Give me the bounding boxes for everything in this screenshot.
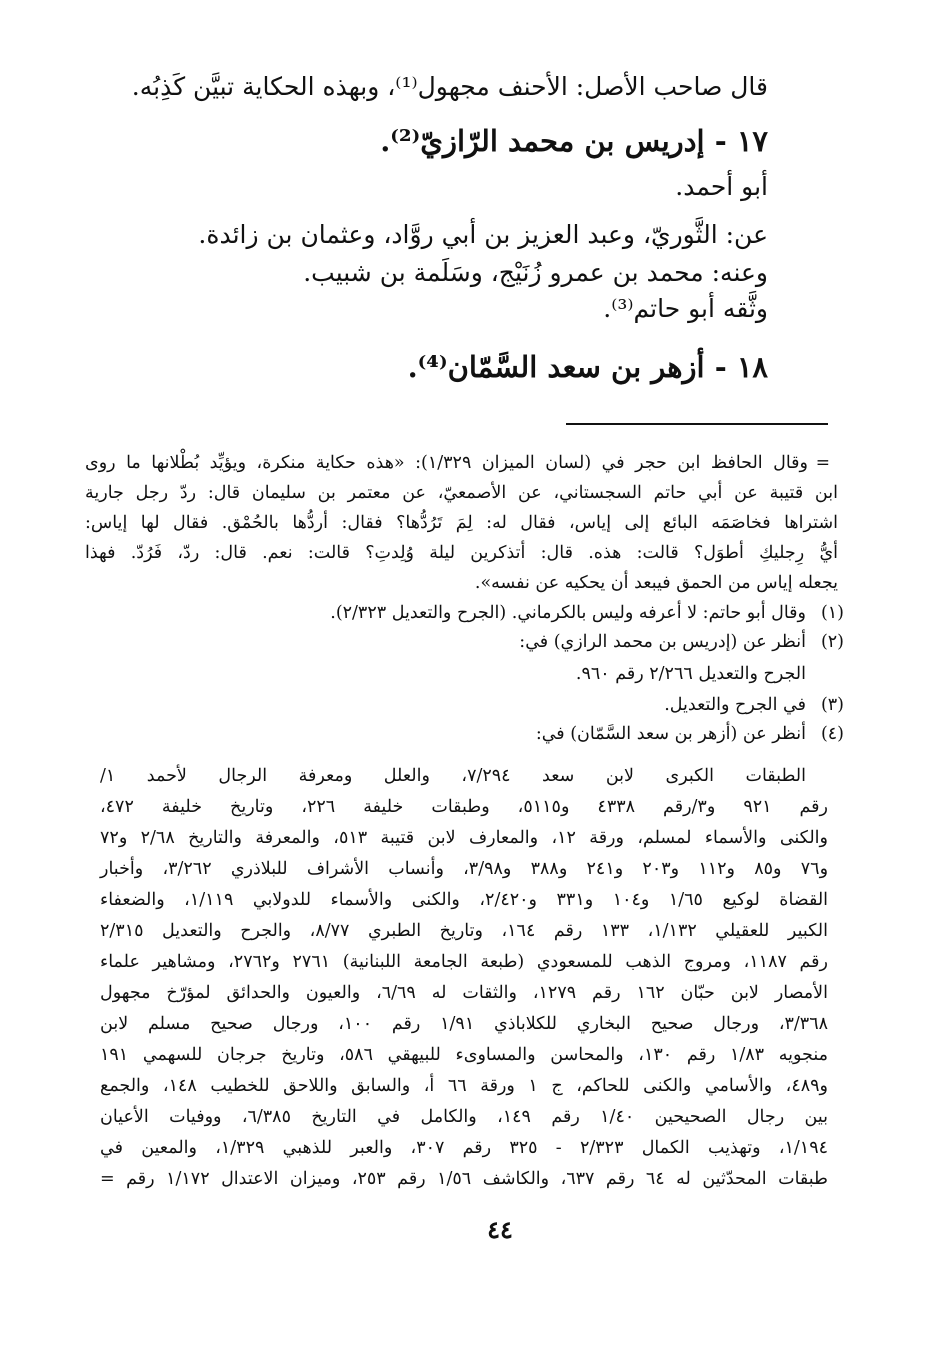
continuation-marker: =	[815, 453, 830, 473]
page-number: ٤٤	[487, 1215, 513, 1244]
footnote-text: أنظر عن (إدريس بن محمد الرازي) في:	[519, 632, 806, 652]
footnote-text: في الجرح والتعديل.	[664, 695, 806, 715]
sources-line: و٤٨٩، والأسامي والكنى للحاكم، ج ١ ورقة ٦٦ أ، والسابق واللاحق للخطيب ١٤٨، والجمع	[100, 1076, 828, 1096]
sources-line: الطبقات الكبرى لابن سعد ٧/٢٩٤، والعلل ومعرفة الرجال لأحمد ١/	[100, 766, 806, 786]
sources-line: الأمصار لابن حبّان ١٦٢ رقم ١٢٧٩، والثقات له ٦/٦٩، والعيون والحدائق لمؤرّخ مجهول	[100, 983, 829, 1003]
sources-line: ٣/٣٦٨، ورجال صحيح البخاري للكلاباذي ١/٩١ رقم ١٠٠، ورجال صحيح مسلم لابن	[100, 1014, 829, 1034]
sources-line: رقم ٩٢١ و٣/رقم ٤٣٣٨ و٥١١٥، وطبقات خليفة ٢٢٦، وتاريخ خليفة ٤٧٢،	[100, 797, 828, 817]
footnote-text: وقال أبو حاتم: لا أعرفه وليس بالكرماني. (الجرح والتعديل ٢/٣٢٣).	[330, 603, 806, 623]
entry-17-reliability: وثَّقه أبو حاتم⁽³⁾.	[603, 294, 768, 323]
sources-line: و٧٦ و٨٥ و١١٢ و٢٠٣ و٢٤١ و٣٨٨ و٣/٩٨، وأنساب الأشراف للبلاذري ٣/٢٦٢، وأخبار	[100, 859, 829, 879]
sources-line: القضاة لوكيع ١/٦٥ و١٠٤ و٣٣١ و٢/٤٢٠، والكنى والأسماء للدولابي ١/١١٩، والضعفاء	[100, 890, 829, 910]
sources-line: رقم ١١٨٧، ومروج الذهب للمسعودي (طبعة الجامعة اللبنانية) ٢٧٦١ و٢٧٦٢، ومشاهير علماء	[100, 952, 829, 972]
entry-17-students: وعنه: محمد بن عمرو زُنَيْج، وسَلَمة بن شبيب.	[303, 258, 768, 287]
sources-line: بين رجال الصحيحين ١/٤٠ رقم ١٤٩، والكامل في التاريخ ٦/٣٨٥، ووفيات الأعيان	[100, 1107, 828, 1127]
footnote-separator	[566, 423, 828, 425]
footnote-number: (١)	[820, 603, 844, 623]
entry-17-kunya: أبو أحمد.	[675, 172, 768, 201]
footnote-text: الجرح والتعديل ٢/٢٦٦ رقم ٩٦٠.	[575, 664, 806, 684]
footnote-text: أنظر عن (أزهر بن سعد السَّمّان) في:	[535, 724, 806, 744]
footnote-continuation-line: يجعله إياس من الحمق فيبعد أن يحكيه عن نفسه».	[474, 573, 838, 593]
sources-line: الكبير للعقيلي ١/١٣٢، ١٣٣ رقم ١٦٤، وتاريخ الطبري ٨/٧٧، والجرح والتعديل ٢/٣١٥	[100, 921, 828, 941]
entry-17-heading: ١٧ - إدريس بن محمد الرّازيّ⁽²⁾.	[380, 124, 768, 158]
footnote-continuation-line: وقال الحافظ ابن حجر في (لسان الميزان ١/٣٢٩): «هذه حكاية منكرة، ويؤيِّد بُطْلانها ما روى	[85, 453, 808, 473]
sources-line: منجويه ١/٨٣ رقم ١٣٠، والمحاسن والمساوىء للبيهقي ٥٨٦، وتاريخ جرجان للسهمي ١٩١	[100, 1045, 829, 1065]
sources-line: والكنى والأسماء لمسلم، ورقة ١٢، والمعارف لابن قتيبة ٥١٣، والمعرفة والتاريخ ٢/٦٨ و٧٢	[100, 828, 828, 848]
footnote-number: (٣)	[820, 695, 844, 715]
footnote-number: (٢)	[820, 632, 844, 652]
footnote-continuation-line: ابن قتيبة عن أبي حاتم السجستاني، عن الأصمعيّ، عن معتمر بن سليمان قال: ردّ رجل جارية	[85, 483, 838, 503]
sources-line: ١/١٩٤، وتهذيب الكمال ٢/٣٢٣ - ٣٢٥ رقم ٣٠٧، والعبر للذهبي ١/٣٢٩، والمعين في	[100, 1138, 828, 1158]
footnote-number: (٤)	[820, 724, 844, 744]
footnote-continuation-line: أيُّ رِجليكِ أطوَل؟ قالت: هذه. قال: أتذكرين ليلة وُلِدتِ؟ قالت: نعم. قال: ردّ، فَرُدّ. فهذا	[85, 543, 838, 563]
entry-17-teachers: عن: الثَّوريّ، وعبد العزيز بن أبي روَّاد، وعثمان بن زائدة.	[198, 220, 768, 249]
footnote-continuation-line: اشتراها فخاصَمَه البائع إلى إياس، فقال له: لِمَ تَرُدُّها؟ فقال: أردُّها بالحُمْق. فقال لها إياس:	[85, 513, 838, 533]
sources-line: طبقات المحدّثين له ٦٤ رقم ٦٣٧، والكاشف ١/٥٦ رقم ٢٥٣، وميزان الاعتدال ١/١٧٢ رقم =	[100, 1169, 828, 1189]
entry-18-heading: ١٨ - أزهر بن سعد السَّمّان⁽⁴⁾.	[407, 350, 768, 384]
text-line-origin-statement: قال صاحب الأصل: الأحنف مجهول⁽¹⁾، وبهذه الحكاية تبيَّن كَذِبُه.	[131, 72, 768, 101]
